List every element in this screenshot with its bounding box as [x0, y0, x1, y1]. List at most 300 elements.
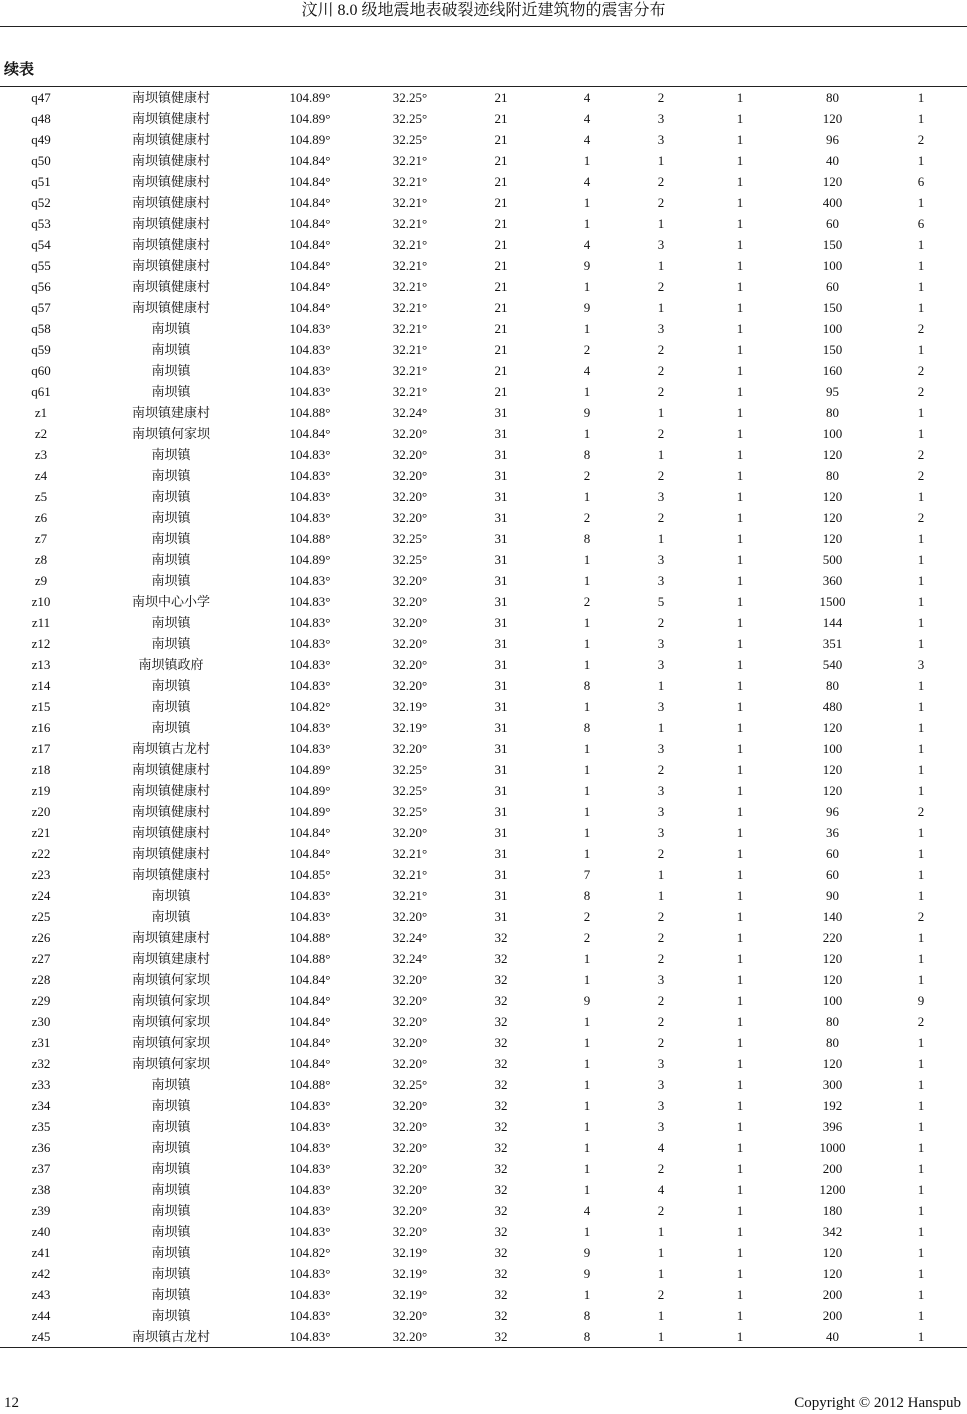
- cell-col-9: 90: [826, 888, 839, 903]
- cell-latitude: 32.21°: [392, 174, 428, 189]
- cell-longitude: 104.89°: [289, 762, 331, 777]
- cell-col-9: 120: [822, 174, 843, 189]
- cell-id: z11: [31, 615, 51, 630]
- cell-longitude: 104.83°: [289, 363, 331, 378]
- cell-col-9: 120: [822, 1245, 843, 1260]
- cell-id: z27: [31, 951, 51, 966]
- cell-col-7: 3: [657, 699, 665, 714]
- cell-col-5: 32: [494, 1203, 508, 1218]
- cell-latitude: 32.24°: [392, 405, 428, 420]
- cell-latitude: 32.25°: [392, 1077, 428, 1092]
- cell-col-8: 1: [736, 867, 744, 882]
- cell-id: q55: [31, 258, 51, 273]
- cell-latitude: 32.20°: [392, 426, 428, 441]
- table-row: [0, 318, 967, 339]
- cell-col-8: 1: [736, 384, 744, 399]
- cell-id: z6: [34, 510, 48, 525]
- cell-id: q57: [31, 300, 51, 315]
- cell-col-8: 1: [736, 1035, 744, 1050]
- cell-latitude: 32.20°: [392, 657, 428, 672]
- table-row: [0, 360, 967, 381]
- cell-col-6: 8: [583, 888, 591, 903]
- cell-col-5: 31: [494, 783, 508, 798]
- cell-col-10: 1: [917, 930, 925, 945]
- cell-col-9: 351: [822, 636, 843, 651]
- cell-col-6: 8: [583, 531, 591, 546]
- cell-col-8: 1: [736, 1119, 744, 1134]
- cell-latitude: 32.20°: [392, 1014, 428, 1029]
- cell-col-9: 500: [822, 552, 843, 567]
- cell-col-6: 1: [583, 783, 591, 798]
- cell-latitude: 32.25°: [392, 783, 428, 798]
- cell-col-5: 31: [494, 405, 508, 420]
- table-row: [0, 1011, 967, 1032]
- cell-location: 南坝镇: [151, 531, 191, 546]
- cell-col-5: 21: [494, 174, 508, 189]
- cell-col-5: 31: [494, 594, 508, 609]
- table-row: [0, 759, 967, 780]
- table-row: [0, 129, 967, 150]
- cell-col-8: 1: [736, 321, 744, 336]
- cell-col-10: 1: [917, 111, 925, 126]
- cell-latitude: 32.19°: [392, 1266, 428, 1281]
- cell-id: z4: [34, 468, 48, 483]
- cell-col-7: 3: [657, 825, 665, 840]
- table-row: [0, 1221, 967, 1242]
- table-row: [0, 1326, 967, 1347]
- cell-id: z12: [31, 636, 51, 651]
- cell-longitude: 104.83°: [289, 573, 331, 588]
- cell-col-10: 1: [917, 699, 925, 714]
- cell-col-10: 1: [917, 1098, 925, 1113]
- cell-latitude: 32.20°: [392, 1182, 428, 1197]
- cell-col-9: 200: [822, 1161, 843, 1176]
- table-row: [0, 1032, 967, 1053]
- cell-location: 南坝镇: [151, 363, 191, 378]
- table-row: [0, 381, 967, 402]
- cell-col-7: 2: [657, 993, 665, 1008]
- cell-latitude: 32.21°: [392, 867, 428, 882]
- cell-longitude: 104.84°: [289, 300, 331, 315]
- cell-latitude: 32.20°: [392, 636, 428, 651]
- cell-id: z20: [31, 804, 51, 819]
- cell-latitude: 32.21°: [392, 279, 428, 294]
- cell-longitude: 104.88°: [289, 1077, 331, 1092]
- cell-location: 南坝镇: [151, 1203, 191, 1218]
- cell-latitude: 32.21°: [392, 237, 428, 252]
- cell-col-7: 4: [657, 1182, 665, 1197]
- cell-col-6: 1: [583, 1098, 591, 1113]
- table-row: [0, 864, 967, 885]
- cell-latitude: 32.25°: [392, 804, 428, 819]
- cell-col-5: 31: [494, 636, 508, 651]
- cell-col-8: 1: [736, 195, 744, 210]
- cell-col-8: 1: [736, 720, 744, 735]
- cell-col-9: 150: [822, 342, 843, 357]
- cell-latitude: 32.21°: [392, 363, 428, 378]
- cell-id: q58: [31, 321, 51, 336]
- cell-col-10: 1: [917, 531, 925, 546]
- cell-col-5: 32: [494, 993, 508, 1008]
- cell-col-6: 1: [583, 636, 591, 651]
- cell-col-10: 1: [917, 573, 925, 588]
- cell-col-7: 3: [657, 489, 665, 504]
- cell-col-6: 4: [583, 174, 591, 189]
- cell-latitude: 32.21°: [392, 342, 428, 357]
- cell-col-6: 2: [583, 909, 591, 924]
- cell-col-7: 1: [657, 153, 665, 168]
- cell-location: 南坝镇何家坝: [131, 426, 210, 441]
- cell-col-9: 120: [822, 531, 843, 546]
- cell-latitude: 32.25°: [392, 762, 428, 777]
- cell-location: 南坝镇建康村: [131, 951, 210, 966]
- cell-longitude: 104.84°: [289, 972, 331, 987]
- cell-col-8: 1: [736, 1161, 744, 1176]
- cell-col-5: 21: [494, 342, 508, 357]
- cell-col-5: 21: [494, 363, 508, 378]
- cell-col-6: 9: [583, 405, 591, 420]
- cell-col-10: 2: [917, 510, 925, 525]
- cell-col-8: 1: [736, 468, 744, 483]
- cell-longitude: 104.83°: [289, 1266, 331, 1281]
- cell-col-7: 1: [657, 888, 665, 903]
- cell-col-7: 3: [657, 1098, 665, 1113]
- cell-col-9: 100: [822, 258, 843, 273]
- cell-col-7: 2: [657, 1161, 665, 1176]
- cell-longitude: 104.83°: [289, 678, 331, 693]
- cell-id: z35: [31, 1119, 51, 1134]
- cell-latitude: 32.20°: [392, 1119, 428, 1134]
- cell-col-5: 31: [494, 657, 508, 672]
- cell-location: 南坝镇健康村: [131, 300, 210, 315]
- cell-col-6: 4: [583, 111, 591, 126]
- cell-col-7: 3: [657, 783, 665, 798]
- data-table-container: [0, 86, 967, 1348]
- cell-col-6: 9: [583, 1245, 591, 1260]
- cell-col-10: 2: [917, 321, 925, 336]
- cell-location: 南坝镇健康村: [131, 258, 210, 273]
- cell-col-8: 1: [736, 573, 744, 588]
- cell-col-10: 1: [917, 1224, 925, 1239]
- cell-col-7: 1: [657, 1329, 665, 1344]
- cell-id: z26: [31, 930, 51, 945]
- cell-col-5: 32: [494, 1245, 508, 1260]
- cell-col-5: 21: [494, 132, 508, 147]
- cell-id: z23: [31, 867, 51, 882]
- cell-col-9: 300: [822, 1077, 843, 1092]
- cell-col-5: 32: [494, 1119, 508, 1134]
- table-row: [0, 1200, 967, 1221]
- cell-col-5: 32: [494, 1014, 508, 1029]
- cell-id: z37: [31, 1161, 51, 1176]
- cell-longitude: 104.89°: [289, 111, 331, 126]
- cell-col-6: 1: [583, 972, 591, 987]
- cell-col-6: 8: [583, 1308, 591, 1323]
- cell-latitude: 32.25°: [392, 132, 428, 147]
- cell-col-7: 2: [657, 762, 665, 777]
- cell-col-9: 40: [826, 153, 839, 168]
- cell-col-5: 31: [494, 888, 508, 903]
- cell-col-10: 1: [917, 825, 925, 840]
- cell-latitude: 32.19°: [392, 699, 428, 714]
- cell-longitude: 104.84°: [289, 1035, 331, 1050]
- table-row: [0, 1053, 967, 1074]
- cell-col-10: 1: [917, 237, 925, 252]
- cell-location: 南坝镇: [151, 888, 191, 903]
- cell-col-5: 32: [494, 1329, 508, 1344]
- cell-id: z42: [31, 1266, 51, 1281]
- cell-longitude: 104.83°: [289, 594, 331, 609]
- cell-col-6: 1: [583, 489, 591, 504]
- cell-longitude: 104.83°: [289, 1161, 331, 1176]
- cell-longitude: 104.83°: [289, 888, 331, 903]
- cell-id: z25: [31, 909, 51, 924]
- table-row: [0, 612, 967, 633]
- cell-col-6: 2: [583, 468, 591, 483]
- cell-latitude: 32.21°: [392, 846, 428, 861]
- cell-longitude: 104.88°: [289, 405, 331, 420]
- cell-col-10: 1: [917, 1161, 925, 1176]
- cell-longitude: 104.83°: [289, 342, 331, 357]
- cell-col-8: 1: [736, 342, 744, 357]
- cell-id: q54: [31, 237, 51, 252]
- cell-col-8: 1: [736, 426, 744, 441]
- cell-col-7: 2: [657, 909, 665, 924]
- cell-col-9: 1500: [819, 594, 846, 609]
- cell-col-8: 1: [736, 951, 744, 966]
- cell-id: z45: [31, 1329, 51, 1344]
- cell-latitude: 32.21°: [392, 195, 428, 210]
- cell-col-5: 21: [494, 153, 508, 168]
- cell-col-7: 1: [657, 1224, 665, 1239]
- cell-longitude: 104.83°: [289, 468, 331, 483]
- cell-col-6: 8: [583, 447, 591, 462]
- cell-latitude: 32.20°: [392, 1056, 428, 1071]
- cell-col-10: 2: [917, 132, 925, 147]
- cell-col-9: 150: [822, 300, 843, 315]
- cell-col-7: 2: [657, 384, 665, 399]
- cell-longitude: 104.84°: [289, 237, 331, 252]
- cell-longitude: 104.83°: [289, 636, 331, 651]
- table-row: [0, 591, 967, 612]
- table-row: [0, 570, 967, 591]
- cell-col-9: 144: [822, 615, 843, 630]
- cell-col-8: 1: [736, 699, 744, 714]
- cell-location: 南坝镇: [151, 1098, 191, 1113]
- cell-longitude: 104.83°: [289, 510, 331, 525]
- cell-longitude: 104.83°: [289, 384, 331, 399]
- cell-id: q53: [31, 216, 51, 231]
- cell-longitude: 104.84°: [289, 993, 331, 1008]
- cell-col-8: 1: [736, 888, 744, 903]
- cell-latitude: 32.21°: [392, 216, 428, 231]
- cell-location: 南坝镇建康村: [131, 930, 210, 945]
- cell-longitude: 104.83°: [289, 447, 331, 462]
- cell-col-6: 8: [583, 678, 591, 693]
- cell-col-5: 31: [494, 804, 508, 819]
- cell-col-7: 3: [657, 321, 665, 336]
- table-row: [0, 990, 967, 1011]
- table-row: [0, 423, 967, 444]
- cell-col-7: 3: [657, 972, 665, 987]
- cell-col-10: 1: [917, 153, 925, 168]
- cell-col-9: 100: [822, 426, 843, 441]
- cell-col-9: 120: [822, 783, 843, 798]
- cell-col-6: 1: [583, 1119, 591, 1134]
- cell-id: q51: [31, 174, 51, 189]
- cell-col-5: 31: [494, 426, 508, 441]
- table-row: [0, 87, 967, 108]
- cell-longitude: 104.83°: [289, 1140, 331, 1155]
- table-row: [0, 654, 967, 675]
- cell-id: z2: [34, 426, 48, 441]
- cell-col-7: 2: [657, 1203, 665, 1218]
- cell-id: z3: [34, 447, 48, 462]
- cell-location: 南坝镇健康村: [131, 846, 210, 861]
- page-header-title: 汶川 8.0 级地震地表破裂迹线附近建筑物的震害分布: [301, 2, 666, 19]
- cell-location: 南坝镇政府: [138, 657, 204, 672]
- table-row: [0, 339, 967, 360]
- cell-location: 南坝镇何家坝: [131, 1035, 210, 1050]
- cell-col-10: 6: [917, 216, 925, 231]
- cell-longitude: 104.83°: [289, 909, 331, 924]
- cell-col-6: 1: [583, 741, 591, 756]
- cell-col-6: 1: [583, 1035, 591, 1050]
- cell-col-8: 1: [736, 594, 744, 609]
- cell-latitude: 32.20°: [392, 993, 428, 1008]
- cell-location: 南坝镇: [151, 552, 191, 567]
- cell-latitude: 32.21°: [392, 258, 428, 273]
- cell-col-9: 95: [826, 384, 839, 399]
- cell-id: q47: [31, 90, 51, 105]
- cell-col-10: 1: [917, 1329, 925, 1344]
- cell-latitude: 32.20°: [392, 447, 428, 462]
- cell-id: z5: [34, 489, 48, 504]
- table-row: [0, 192, 967, 213]
- cell-col-7: 3: [657, 636, 665, 651]
- cell-id: q56: [31, 279, 51, 294]
- cell-col-9: 200: [822, 1308, 843, 1323]
- cell-longitude: 104.84°: [289, 825, 331, 840]
- cell-col-5: 31: [494, 846, 508, 861]
- cell-col-7: 3: [657, 741, 665, 756]
- cell-col-5: 31: [494, 699, 508, 714]
- cell-col-6: 1: [583, 846, 591, 861]
- cell-col-7: 2: [657, 174, 665, 189]
- cell-col-6: 4: [583, 132, 591, 147]
- cell-col-8: 1: [736, 237, 744, 252]
- cell-col-9: 140: [822, 909, 843, 924]
- cell-col-10: 9: [917, 993, 925, 1008]
- cell-col-7: 2: [657, 468, 665, 483]
- cell-col-6: 9: [583, 258, 591, 273]
- cell-col-5: 32: [494, 1056, 508, 1071]
- cell-col-10: 1: [917, 1077, 925, 1092]
- cell-latitude: 32.20°: [392, 594, 428, 609]
- cell-col-10: 1: [917, 783, 925, 798]
- cell-col-7: 2: [657, 1014, 665, 1029]
- cell-id: z31: [31, 1035, 51, 1050]
- cell-col-7: 3: [657, 237, 665, 252]
- cell-col-9: 192: [822, 1098, 843, 1113]
- cell-col-6: 1: [583, 153, 591, 168]
- cell-col-9: 160: [822, 363, 843, 378]
- cell-col-6: 9: [583, 300, 591, 315]
- table-row: [0, 1179, 967, 1200]
- cell-col-10: 1: [917, 1182, 925, 1197]
- cell-col-5: 31: [494, 489, 508, 504]
- cell-col-8: 1: [736, 804, 744, 819]
- cell-latitude: 32.21°: [392, 384, 428, 399]
- cell-col-10: 1: [917, 762, 925, 777]
- cell-col-9: 120: [822, 447, 843, 462]
- table-row: [0, 1074, 967, 1095]
- cell-col-5: 31: [494, 867, 508, 882]
- cell-id: q49: [31, 132, 51, 147]
- cell-location: 南坝中心小学: [131, 594, 210, 609]
- cell-col-5: 21: [494, 90, 508, 105]
- cell-col-5: 31: [494, 615, 508, 630]
- cell-id: z32: [31, 1056, 51, 1071]
- cell-id: q48: [31, 111, 51, 126]
- cell-col-10: 1: [917, 636, 925, 651]
- cell-location: 南坝镇: [151, 909, 191, 924]
- cell-col-6: 1: [583, 762, 591, 777]
- cell-longitude: 104.89°: [289, 132, 331, 147]
- cell-col-10: 1: [917, 951, 925, 966]
- cell-col-10: 2: [917, 909, 925, 924]
- cell-col-8: 1: [736, 153, 744, 168]
- cell-latitude: 32.21°: [392, 300, 428, 315]
- cell-location: 南坝镇: [151, 321, 191, 336]
- table-row: [0, 234, 967, 255]
- cell-id: z44: [31, 1308, 51, 1323]
- cell-id: z28: [31, 972, 51, 987]
- cell-col-9: 100: [822, 321, 843, 336]
- cell-longitude: 104.83°: [289, 657, 331, 672]
- table-row: [0, 528, 967, 549]
- table-row: [0, 927, 967, 948]
- cell-col-6: 1: [583, 825, 591, 840]
- cell-location: 南坝镇: [151, 1140, 191, 1155]
- cell-col-10: 1: [917, 678, 925, 693]
- cell-col-10: 1: [917, 720, 925, 735]
- cell-longitude: 104.84°: [289, 216, 331, 231]
- cell-col-8: 1: [736, 1056, 744, 1071]
- cell-latitude: 32.20°: [392, 1224, 428, 1239]
- cell-col-7: 3: [657, 573, 665, 588]
- table-row: [0, 297, 967, 318]
- cell-id: z36: [31, 1140, 51, 1155]
- cell-col-5: 32: [494, 1182, 508, 1197]
- cell-col-10: 1: [917, 1119, 925, 1134]
- cell-location: 南坝镇: [151, 615, 191, 630]
- cell-location: 南坝镇: [151, 1161, 191, 1176]
- cell-longitude: 104.83°: [289, 741, 331, 756]
- table-row: [0, 633, 967, 654]
- cell-latitude: 32.20°: [392, 909, 428, 924]
- cell-longitude: 104.83°: [289, 1098, 331, 1113]
- cell-col-5: 32: [494, 1098, 508, 1113]
- cell-location: 南坝镇: [151, 489, 191, 504]
- cell-col-7: 2: [657, 846, 665, 861]
- cell-col-6: 1: [583, 699, 591, 714]
- cell-col-8: 1: [736, 132, 744, 147]
- cell-col-6: 1: [583, 573, 591, 588]
- cell-col-8: 1: [736, 552, 744, 567]
- cell-id: z34: [31, 1098, 51, 1113]
- cell-col-9: 100: [822, 993, 843, 1008]
